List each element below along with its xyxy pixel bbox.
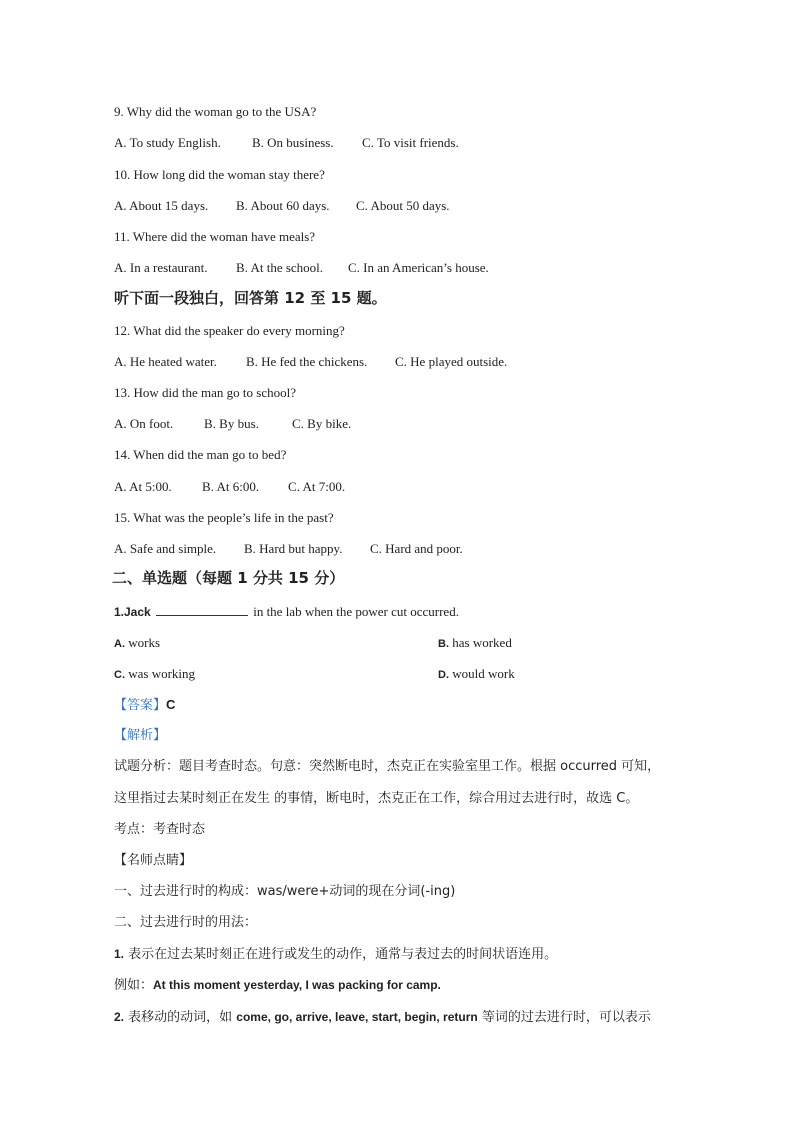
usage-text-pre: 表移动的动词，如 bbox=[128, 1010, 237, 1025]
option-c: C. By bike. bbox=[292, 416, 352, 431]
analysis-line-2: 这里指过去某时刻正在发生 的事情，断电时，杰克正在工作，综合用过去进行时，故选 C。 bbox=[114, 791, 639, 806]
option-a: A. On foot. bbox=[114, 416, 174, 431]
option-letter: B. bbox=[438, 638, 449, 650]
option-b: B. By bus. bbox=[204, 416, 259, 431]
option-b: B. At 6:00. bbox=[202, 479, 260, 494]
option-b: B. He fed the chickens. bbox=[246, 354, 368, 369]
option-c: C. Hard and poor. bbox=[370, 541, 463, 556]
mc-question bbox=[114, 603, 459, 620]
option-c: C. In an American’s house. bbox=[348, 260, 489, 275]
option-a bbox=[114, 635, 160, 652]
usage-verbs: come, go, arrive, leave, start, begin, return bbox=[236, 1010, 478, 1024]
question-14: 14. When did the man go to bed? bbox=[114, 447, 287, 462]
option-b bbox=[438, 635, 512, 652]
option-letter: D. bbox=[438, 669, 449, 681]
option-text: has worked bbox=[452, 635, 512, 650]
example-line bbox=[114, 977, 441, 994]
option-c: C. To visit friends. bbox=[362, 135, 459, 150]
answer-blank bbox=[156, 603, 248, 616]
option-b: B. About 60 days. bbox=[236, 198, 330, 213]
question-11: 11. Where did the woman have meals? bbox=[114, 229, 316, 244]
question-15: 15. What was the people’s life in the past? bbox=[114, 510, 334, 525]
question-12: 12. What did the speaker do every morning? bbox=[114, 323, 345, 338]
option-a: A. About 15 days. bbox=[114, 198, 209, 213]
tip-line-1: 一、过去进行时的构成：was/were+动词的现在分词(-ing) bbox=[114, 884, 456, 899]
option-letter: A. bbox=[114, 638, 125, 650]
option-c: C. He played outside. bbox=[395, 354, 508, 369]
answer-tag: 【答案】 bbox=[114, 698, 167, 713]
option-c: C. About 50 days. bbox=[356, 198, 450, 213]
analysis-tag: 【解析】 bbox=[114, 728, 167, 743]
section-heading: 二、单选题（每题 1 分共 15 分） bbox=[112, 569, 345, 587]
section-heading: 听下面一段独白，回答第 12 至 15 题。 bbox=[114, 289, 387, 307]
usage-number: 1. bbox=[114, 947, 125, 961]
option-c bbox=[114, 666, 195, 683]
usage-2 bbox=[114, 1009, 651, 1026]
usage-1 bbox=[114, 946, 557, 963]
option-b: B. Hard but happy. bbox=[244, 541, 343, 556]
example-label: 例如： bbox=[114, 978, 154, 993]
option-text: would work bbox=[452, 666, 515, 681]
teacher-tip-title: 【名师点睛】 bbox=[114, 853, 193, 868]
usage-text: 表示在过去某时刻正在进行或发生的动作，通常与表过去的时间状语连用。 bbox=[128, 947, 558, 962]
option-a: A. Safe and simple. bbox=[114, 541, 217, 556]
usage-number: 2. bbox=[114, 1010, 125, 1024]
option-a: A. At 5:00. bbox=[114, 479, 172, 494]
option-letter: C. bbox=[114, 669, 125, 681]
question-text: in the lab when the power cut occurred. bbox=[253, 604, 459, 619]
question-number: 1.Jack bbox=[114, 605, 151, 619]
analysis-line-1: 试题分析：题目考查时态。句意：突然断电时，杰克正在实验室里工作。根据 occurred 可知， bbox=[114, 759, 661, 774]
question-9: 9. Why did the woman go to the USA? bbox=[114, 104, 317, 119]
option-a: A. He heated water. bbox=[114, 354, 217, 369]
question-10: 10. How long did the woman stay there? bbox=[114, 167, 325, 182]
option-a: A. In a restaurant. bbox=[114, 260, 208, 275]
kaodian: 考点：考查时态 bbox=[114, 822, 206, 837]
question-13: 13. How did the man go to school? bbox=[114, 385, 296, 400]
option-text: works bbox=[128, 635, 161, 650]
answer-line bbox=[114, 697, 175, 714]
usage-text-post: 等词的过去进行时，可以表示 bbox=[477, 1010, 651, 1025]
answer-value: C bbox=[166, 697, 176, 712]
option-d bbox=[438, 666, 515, 683]
option-text: was working bbox=[128, 666, 196, 681]
option-a: A. To study English. bbox=[114, 135, 221, 150]
tip-line-2: 二、过去进行时的用法： bbox=[114, 915, 258, 930]
option-c: C. At 7:00. bbox=[288, 479, 346, 494]
example-text: At this moment yesterday, I was packing for camp. bbox=[153, 978, 441, 992]
option-b: B. On business. bbox=[252, 135, 334, 150]
option-b: B. At the school. bbox=[236, 260, 324, 275]
